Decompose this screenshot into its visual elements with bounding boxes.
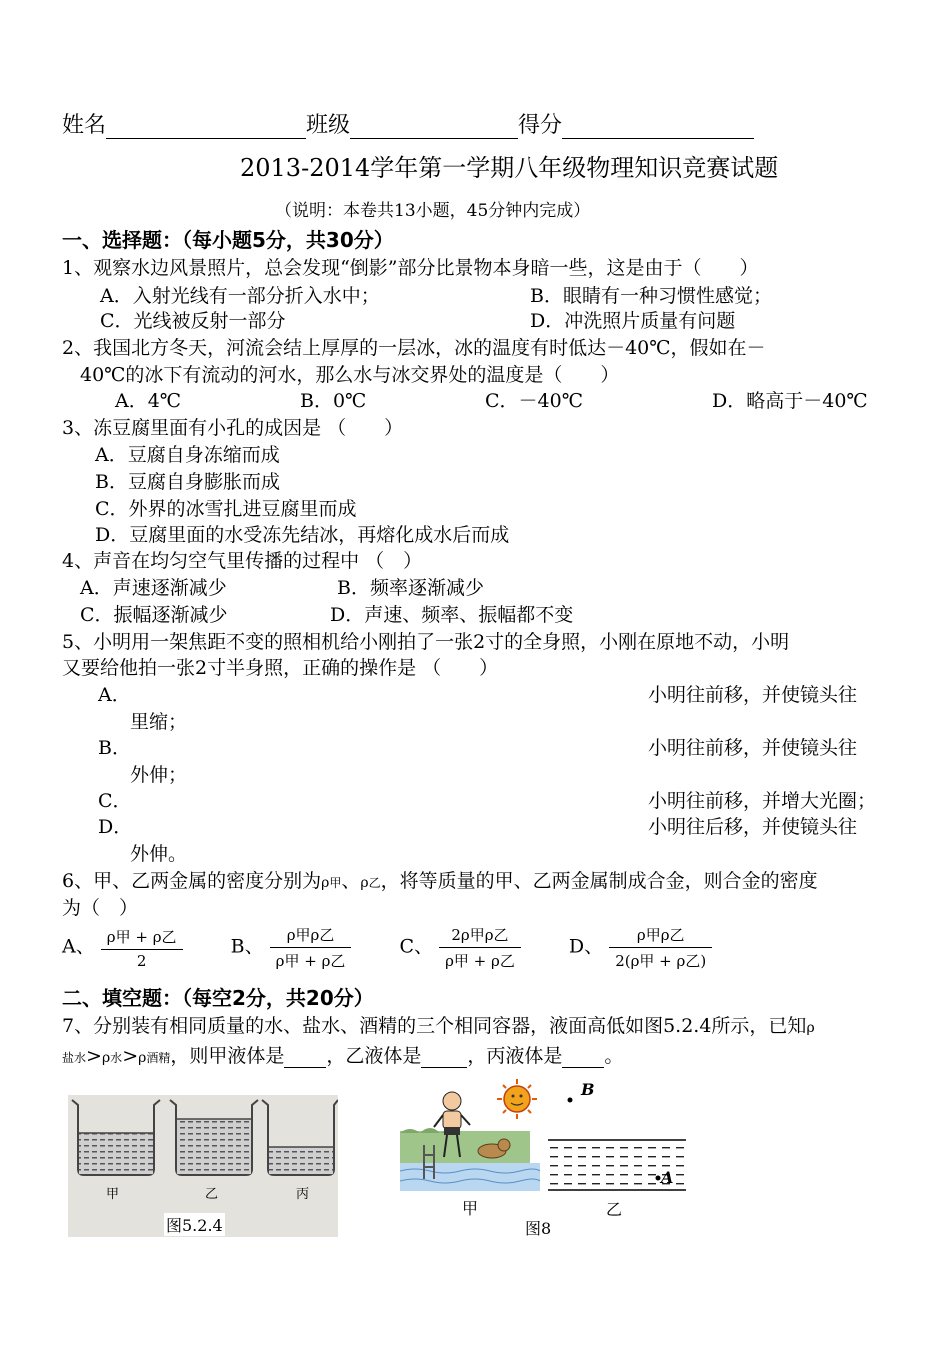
- beaker-label-bing: 丙: [296, 1187, 310, 1202]
- q2-option-a: A．4℃: [115, 390, 182, 412]
- figure-beakers-caption: 图5.2.4: [164, 1213, 225, 1236]
- q6-option-a-label: A、: [62, 935, 95, 958]
- q4-option-a: A．声速逐渐减少: [80, 577, 227, 599]
- q3-option-d: D．豆腐里面的水受冻先结冰，再熔化成水后而成: [95, 524, 510, 546]
- q1-option-d: D．冲洗照片质量有问题: [530, 310, 736, 332]
- point-a-label: A: [661, 1168, 674, 1187]
- q4-stem: 4、声音在均匀空气里传播的过程中 （ ）: [62, 550, 423, 572]
- name-field[interactable]: [106, 118, 306, 139]
- q6-stem-line2: 为（ ）: [62, 897, 139, 919]
- q1-option-a: A．入射光线有一部分折入水中；: [100, 285, 380, 307]
- q6-options: [62, 924, 712, 971]
- class-label: 班级: [306, 113, 351, 138]
- q3-option-b: B．豆腐自身膨胀而成: [95, 471, 280, 493]
- q3-option-a: A．豆腐自身冻缩而成: [95, 444, 280, 466]
- q4-option-d: D．声速、频率、振幅都不变: [330, 604, 574, 626]
- figure8-caption: 图8: [525, 1219, 552, 1238]
- q7-blank-3[interactable]: [562, 1047, 604, 1068]
- score-field[interactable]: [562, 118, 754, 139]
- beaker-label-yi: 乙: [205, 1187, 219, 1202]
- q6-option-b-formula: $\frac{\text{ρ甲ρ乙}}{\text{ρ甲 + ρ乙}}$: [270, 924, 352, 971]
- q5-option-a-cont: 里缩；: [130, 711, 188, 733]
- section1-heading: 一、选择题：（每小题5分，共30分）: [62, 228, 394, 252]
- sun-icon: [504, 1086, 530, 1112]
- q7-blank-1[interactable]: [284, 1047, 326, 1068]
- q6-option-b-label: B、: [230, 935, 264, 958]
- q2-stem-line1: 2、我国北方冬天，河流会结上厚厚的一层冰，冰的温度有时低达－40℃，假如在－: [62, 337, 766, 359]
- q4-option-c: C．振幅逐渐减少: [80, 604, 228, 626]
- point-a-dot: [656, 1176, 661, 1181]
- q6-option-c-label: C、: [399, 935, 434, 958]
- figure-diver-scene: [400, 1075, 540, 1193]
- q7-blank-2[interactable]: [421, 1047, 467, 1068]
- q5-stem-line2: 又要给他拍一张2寸半身照，正确的操作是 （ ）: [62, 657, 499, 679]
- beaker-label-jia: 甲: [106, 1187, 120, 1202]
- figure8-label-yi: 乙: [606, 1200, 623, 1219]
- q6-option-c-formula: $\frac{\text{2ρ甲ρ乙}}{\text{ρ甲 + ρ乙}}$: [439, 924, 521, 971]
- q5-option-d-text: 小明往后移，并使镜头往: [648, 816, 858, 838]
- name-label: 姓名: [62, 113, 107, 138]
- q5-option-b-cont: 外伸；: [130, 764, 188, 786]
- student-info-line: [62, 108, 754, 139]
- q5-option-d-cont: 外伸。: [130, 843, 188, 865]
- q1-option-c: C．光线被反射一部分: [100, 310, 286, 332]
- grass: [400, 1131, 530, 1165]
- figure-beakers: [68, 1095, 338, 1237]
- q5-option-b-letter: B．: [98, 737, 131, 759]
- q5-stem-line1: 5、小明用一架焦距不变的照相机给小刚拍了一张2寸的全身照，小刚在原地不动，小明: [62, 631, 790, 653]
- q5-option-c-text: 小明往前移，并增大光圈；: [648, 790, 877, 812]
- person-head: [443, 1092, 461, 1110]
- diver-scene-drawing: [400, 1075, 540, 1193]
- q6-option-a-formula: $\frac{\text{ρ甲 + ρ乙}}{2}$: [101, 926, 183, 970]
- point-b-dot: [568, 1098, 573, 1103]
- q7-stem-line2: 盐水>ρ水>ρ酒精，则甲液体是 ，乙液体是 ，丙液体是 。: [62, 1045, 624, 1067]
- q6-stem-line1: 6、甲、乙两金属的密度分别为ρ甲、ρ乙，将等质量的甲、乙两金属制成合金，则合金的密度: [62, 870, 818, 892]
- q5-option-d-letter: D．: [98, 816, 133, 838]
- figure-water-tank: [548, 1080, 688, 1195]
- q2-option-d: D．略高于－40℃: [712, 390, 868, 412]
- q5-option-a-letter: A．: [98, 684, 131, 706]
- section2-heading: 二、填空题：（每空2分，共20分）: [62, 986, 374, 1010]
- q5-option-b-text: 小明往前移，并使镜头往: [648, 737, 858, 759]
- exam-note: （说明：本卷共13小题，45分钟内完成）: [275, 201, 591, 221]
- page-title: 2013-2014学年第一学期八年级物理知识竞赛试题: [240, 154, 779, 182]
- q2-stem-line2: 40℃的冰下有流动的河水，那么水与冰交界处的温度是（ ）: [80, 364, 620, 386]
- score-label: 得分: [518, 113, 563, 138]
- pool-water: [400, 1163, 540, 1191]
- class-field[interactable]: [350, 118, 518, 139]
- q6-option-d-formula: $\frac{\text{ρ甲ρ乙}}{\text{2(ρ甲 + ρ乙)}}$: [609, 924, 712, 971]
- q7-stem-line1: 7、分别装有相同质量的水、盐水、酒精的三个相同容器，液面高低如图5.2.4所示，已知ρ: [62, 1015, 815, 1037]
- q1-option-b: B．眼睛有一种习惯性感觉；: [530, 285, 772, 307]
- q4-option-b: B．频率逐渐减少: [337, 577, 484, 599]
- q6-option-d-label: D、: [568, 935, 604, 958]
- q5-option-a-text: 小明往前移，并使镜头往: [648, 684, 858, 706]
- figure8-label-jia: 甲: [462, 1199, 479, 1218]
- q2-option-c: C．－40℃: [485, 390, 583, 412]
- q2-option-b: B．0℃: [300, 390, 367, 412]
- q1-stem: 1、观察水边风景照片，总会发现“倒影”部分比景物本身暗一些，这是由于（ ）: [62, 257, 759, 279]
- q3-stem: 3、冻豆腐里面有小孔的成因是 （ ）: [62, 417, 404, 439]
- q5-option-c-letter: C．: [98, 790, 132, 812]
- point-b-label: B: [581, 1080, 595, 1099]
- q3-option-c: C．外界的冰雪扎进豆腐里而成: [95, 498, 357, 520]
